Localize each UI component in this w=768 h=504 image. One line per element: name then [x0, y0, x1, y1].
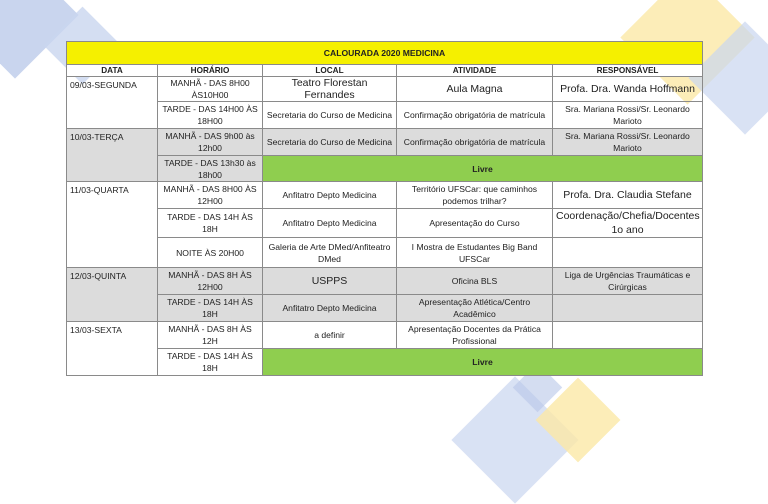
time-cell: TARDE - DAS 14H ÀS 18H — [158, 295, 263, 322]
activity-cell: Território UFSCar: que caminhos podemos trilhar? — [397, 182, 553, 209]
activity-cell: Confirmação obrigatória de matrícula — [397, 129, 553, 156]
header-responsavel: RESPONSÁVEL — [553, 65, 703, 77]
time-cell: TARDE - DAS 14H00 ÀS 18H00 — [158, 102, 263, 129]
header-horario: HORÁRIO — [158, 65, 263, 77]
free-cell: Livre — [263, 349, 703, 376]
date-cell: 09/03-SEGUNDA — [67, 77, 158, 129]
free-cell: Livre — [263, 156, 703, 182]
responsible-cell: Sra. Mariana Rossi/Sr. Leonardo Marioto — [553, 129, 703, 156]
activity-cell: Apresentação Docentes da Prática Profissional — [397, 322, 553, 349]
local-cell: Anfitatro Depto Medicina — [263, 182, 397, 209]
activity-cell: Aula Magna — [397, 77, 553, 102]
time-cell: MANHÃ - DAS 8H00 ÀS10H00 — [158, 77, 263, 102]
time-cell: MANHÃ - DAS 8H ÀS 12H00 — [158, 268, 263, 295]
responsible-cell — [553, 295, 703, 322]
date-cell: 10/03-TERÇA — [67, 129, 158, 182]
date-cell: 13/03-SEXTA — [67, 322, 158, 376]
time-cell: MANHÃ - DAS 8H00 ÀS 12H00 — [158, 182, 263, 209]
responsible-cell: Sra. Mariana Rossi/Sr. Leonardo Marioto — [553, 102, 703, 129]
date-cell: 12/03-QUINTA — [67, 268, 158, 322]
responsible-cell: Coordenação/Chefia/Docentes 1o ano — [553, 209, 703, 238]
local-cell: Secretaria do Curso de Medicina — [263, 102, 397, 129]
time-cell: MANHÃ - DAS 8H ÀS 12H — [158, 322, 263, 349]
local-cell: Teatro Florestan Fernandes — [263, 77, 397, 102]
responsible-cell — [553, 322, 703, 349]
local-cell: USPPS — [263, 268, 397, 295]
time-cell: TARDE - DAS 14H ÀS 18H — [158, 349, 263, 376]
activity-cell: Apresentação Atlética/Centro Acadêmico — [397, 295, 553, 322]
header-atividade: ATIVIDADE — [397, 65, 553, 77]
responsible-cell: Liga de Urgências Traumáticas e Cirúrgicas — [553, 268, 703, 295]
local-cell: Anfitatro Depto Medicina — [263, 295, 397, 322]
responsible-cell: Profa. Dra. Wanda Hoffmann — [553, 77, 703, 102]
header-data: DATA — [67, 65, 158, 77]
time-cell: TARDE - DAS 13h30 às 18h00 — [158, 156, 263, 182]
time-cell: MANHÃ - DAS 9h00 às 12h00 — [158, 129, 263, 156]
local-cell: Galeria de Arte DMed/Anfiteatro DMed — [263, 238, 397, 268]
responsible-cell: Profa. Dra. Claudia Stefane — [553, 182, 703, 209]
local-cell: a definir — [263, 322, 397, 349]
header-local: LOCAL — [263, 65, 397, 77]
local-cell: Secretaria do Curso de Medicina — [263, 129, 397, 156]
schedule-table — [66, 41, 703, 376]
activity-cell: I Mostra de Estudantes Big Band UFSCar — [397, 238, 553, 268]
time-cell: TARDE - DAS 14H ÀS 18H — [158, 209, 263, 238]
activity-cell: Confirmação obrigatória de matrícula — [397, 102, 553, 129]
activity-cell: Apresentação do Curso — [397, 209, 553, 238]
responsible-cell — [553, 238, 703, 268]
date-cell: 11/03-QUARTA — [67, 182, 158, 268]
schedule-title: CALOURADA 2020 MEDICINA — [67, 42, 703, 65]
activity-cell: Oficina BLS — [397, 268, 553, 295]
local-cell: Anfitatro Depto Medicina — [263, 209, 397, 238]
time-cell: NOITE ÀS 20H00 — [158, 238, 263, 268]
